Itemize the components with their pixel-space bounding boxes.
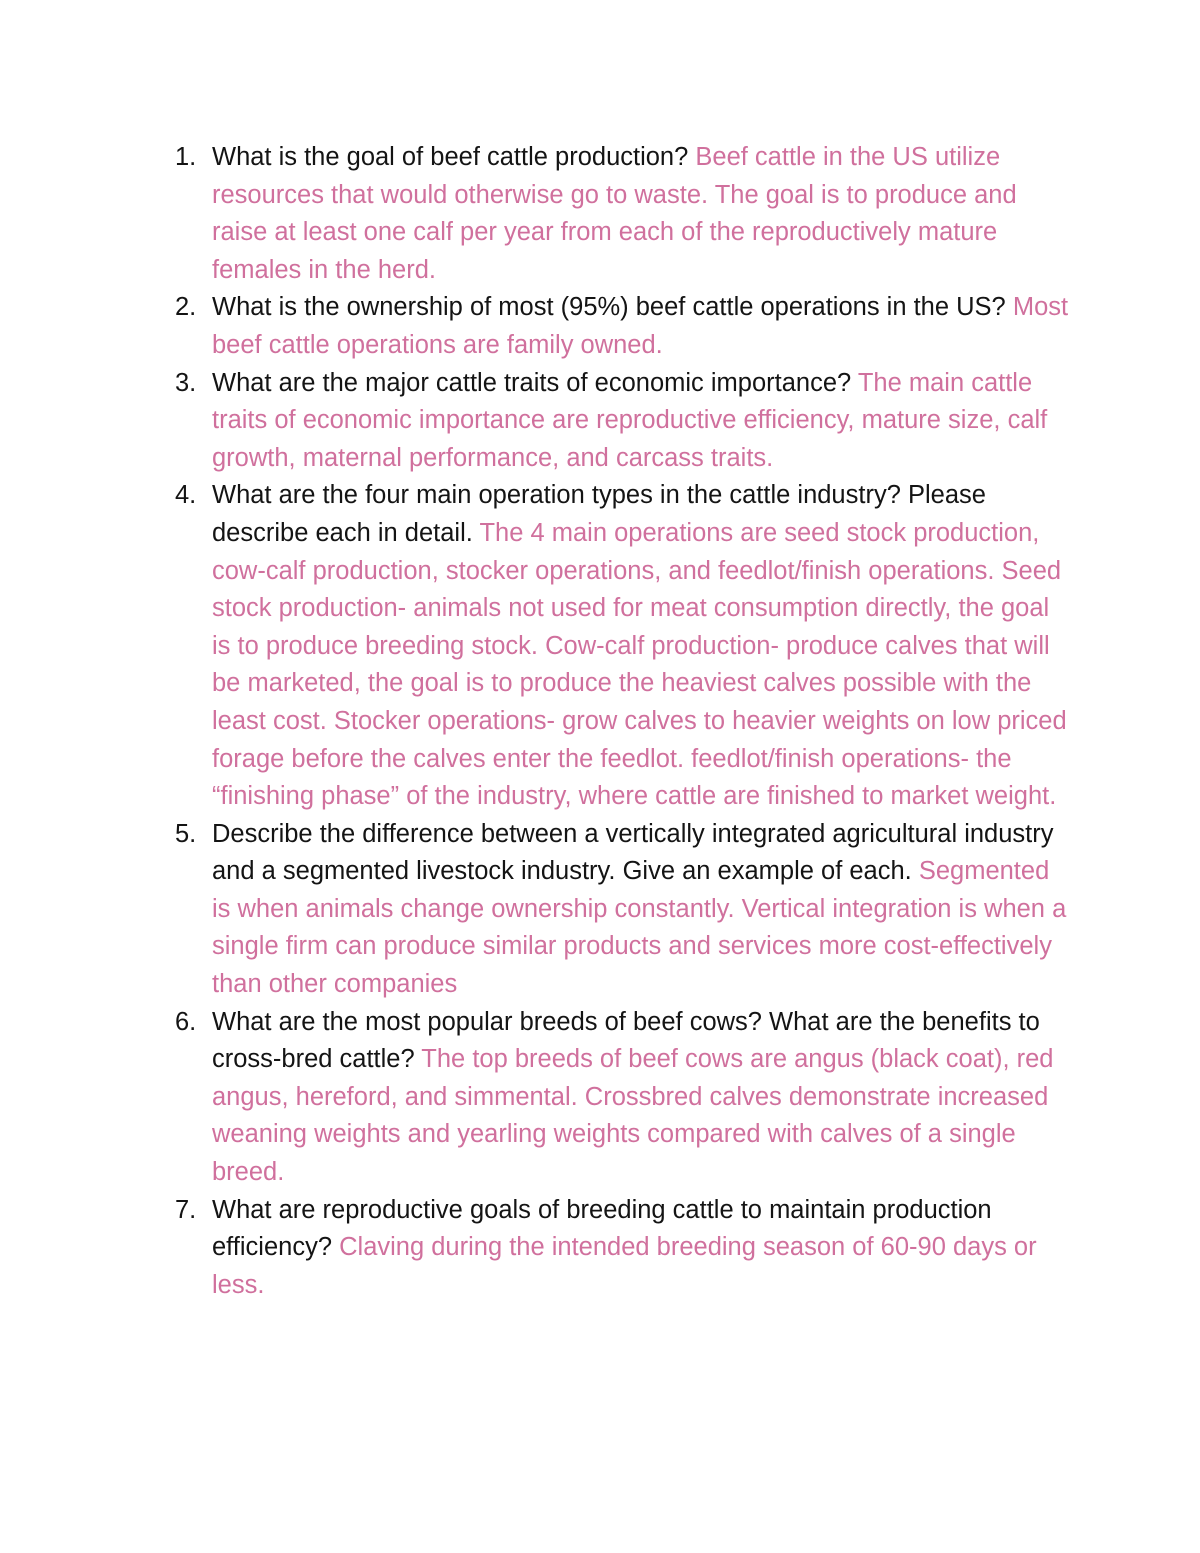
- question-item-5: [173, 816, 1073, 1004]
- question-text: What are the four main operation types in the cattle industry? Please describe each in detail.: [212, 481, 986, 547]
- question-text: Describe the difference between a vertically integrated agricultural industry and a segmented livestock industry. Give an example of each.: [212, 819, 1054, 886]
- question-text: What are the major cattle traits of economic importance?: [212, 368, 858, 397]
- answer-text: Most beef cattle operations are family owned.: [212, 293, 1069, 359]
- item-number: 4.: [175, 481, 197, 510]
- answer-text: Claving during the intended breeding season of 60-90 days or less.: [212, 1233, 1037, 1299]
- item-number: 6.: [175, 1007, 197, 1036]
- item-number: 7.: [175, 1195, 197, 1224]
- question-item-3: [173, 365, 1073, 478]
- question-text: What is the goal of beef cattle production?: [212, 143, 696, 171]
- question-text: What are the most popular breeds of beef cows? What are the benefits to cross-bred cattle?: [212, 1007, 1040, 1074]
- question-list: [173, 139, 1073, 1304]
- question-text: What are reproductive goals of breeding cattle to maintain production efficiency?: [212, 1195, 992, 1262]
- item-number: 2.: [175, 293, 197, 322]
- answer-text: The top breeds of beef cows are angus (black coat), red angus, hereford, and simmental. Crossbred calves demonstrate increased weaning weights and yearling weights compared with calves of a single breed.: [212, 1045, 1054, 1187]
- question-item-7: [173, 1192, 1073, 1305]
- answer-text: Beef cattle in the US utilize resources that would otherwise go to waste. The goal is to produce and raise at least one calf per year from each of the reproductively mature females in the herd.: [212, 143, 1017, 284]
- question-item-6: [173, 1004, 1073, 1192]
- answer-text: Segmented is when animals change ownership constantly. Vertical integration is when a single firm can produce similar products and services more cost-effectively than other companies: [212, 857, 1067, 999]
- item-number: 1.: [175, 143, 197, 171]
- answer-text: The main cattle traits of economic importance are reproductive efficiency, mature size, calf growth, maternal performance, and carcass traits.: [212, 368, 1048, 472]
- item-number: 5.: [175, 819, 197, 848]
- answer-text: The 4 main operations are seed stock production, cow-calf production, stocker operations, and feedlot/finish operations. Seed stock production- animals not used for meat consumption directly, the goal is to produce breeding stock. Cow-calf production- produce calves that will be marketed, the goal is to produce the heaviest calves possible with the least cost. Stocker operations- grow calves to heavier weights on low priced forage before the calves enter the feedlot. feedlot/finish operations- the “finishing phase” of the industry, where cattle are finished to market weight.: [212, 518, 1067, 811]
- question-item-2: [173, 289, 1073, 364]
- question-text: What is the ownership of most (95%) beef cattle operations in the US?: [212, 293, 1013, 322]
- question-item-1: [173, 139, 1073, 289]
- item-number: 3.: [175, 368, 197, 397]
- question-item-4: [173, 477, 1073, 815]
